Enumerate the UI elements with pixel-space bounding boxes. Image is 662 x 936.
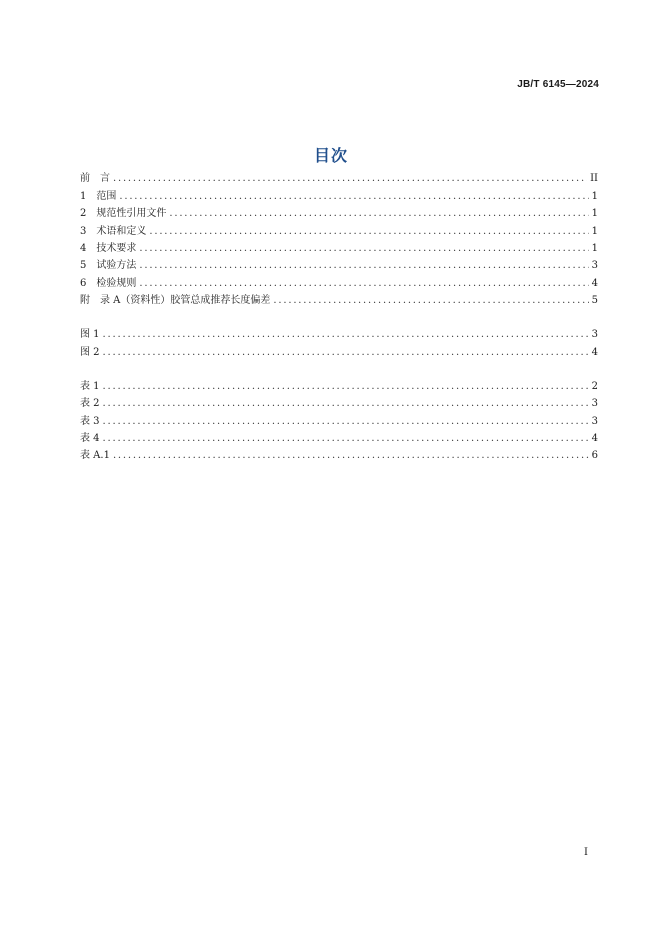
toc-entry-table-4[interactable] [80, 432, 598, 446]
toc-entry-figure-2[interactable] [80, 346, 598, 360]
toc-entry-label: 3 术语和定义 [80, 226, 147, 237]
toc-entry-table-2[interactable] [80, 397, 598, 411]
toc-entry-page: 2 [591, 381, 598, 392]
toc-entry-label: 表 A.1 [80, 450, 110, 461]
toc-entry-page: 3 [591, 329, 598, 340]
toc-entry-page: 3 [591, 260, 598, 271]
toc-entry-foreword[interactable] [80, 172, 598, 186]
leader-dots [139, 242, 588, 256]
toc-entry-page: 3 [591, 416, 598, 427]
toc-entry-page: 1 [591, 226, 598, 237]
leader-dots [139, 277, 588, 291]
leader-dots [103, 415, 589, 429]
toc-entry-page: 6 [591, 450, 598, 461]
leader-dots [103, 346, 589, 360]
toc-entry-page: 1 [591, 243, 598, 254]
toc-entry-label: 2 规范性引用文件 [80, 208, 167, 219]
toc-entry-label: 表 4 [80, 433, 100, 444]
toc-entry-page: 1 [591, 191, 598, 202]
toc-entry-label: 表 1 [80, 381, 100, 392]
toc-entry-label: 图 1 [80, 329, 100, 340]
leader-dots [113, 172, 587, 186]
standard-code: JB/T 6145—2024 [517, 79, 599, 90]
toc-entry-page: II [590, 173, 598, 184]
toc-entry-table-1[interactable] [80, 380, 598, 394]
toc-entry-page: 5 [591, 295, 598, 306]
toc-entry-inspection-rules[interactable] [80, 277, 598, 291]
toc-entry-terms[interactable] [80, 225, 598, 239]
toc-entry-label: 附 录 A（资料性）胶管总成推荐长度偏差 [80, 295, 271, 306]
toc-entry-label: 表 3 [80, 416, 100, 427]
toc-entry-figure-1[interactable] [80, 328, 598, 342]
leader-dots [169, 207, 588, 221]
page-number: I [584, 847, 588, 858]
leader-dots [103, 432, 589, 446]
toc-entry-label: 5 试验方法 [80, 260, 137, 271]
toc-entry-annex-a[interactable] [80, 294, 598, 308]
toc-entry-table-a1[interactable] [80, 449, 598, 463]
toc-entry-label: 图 2 [80, 347, 100, 358]
toc-entry-test-methods[interactable] [80, 259, 598, 273]
leader-dots [273, 294, 588, 308]
toc-entry-page: 4 [591, 278, 598, 289]
toc-entry-label: 1 范围 [80, 191, 117, 202]
toc-entry-page: 3 [591, 398, 598, 409]
toc-entry-scope[interactable] [80, 190, 598, 204]
toc-entry-label: 表 2 [80, 398, 100, 409]
leader-dots [103, 397, 589, 411]
toc-entry-page: 1 [591, 208, 598, 219]
leader-dots [139, 259, 588, 273]
toc-entry-label: 前 言 [80, 173, 110, 184]
leader-dots [149, 225, 588, 239]
toc-entry-label: 4 技术要求 [80, 243, 137, 254]
leader-dots [103, 328, 589, 342]
toc-entry-page: 4 [591, 433, 598, 444]
toc-entry-label: 6 检验规则 [80, 278, 137, 289]
toc-title: 目次 [313, 146, 348, 165]
leader-dots [103, 380, 589, 394]
toc-entry-requirements[interactable] [80, 242, 598, 256]
leader-dots [119, 190, 588, 204]
leader-dots [113, 449, 589, 463]
toc-entry-normative-references[interactable] [80, 207, 598, 221]
toc-entry-table-3[interactable] [80, 415, 598, 429]
toc-entry-page: 4 [591, 347, 598, 358]
